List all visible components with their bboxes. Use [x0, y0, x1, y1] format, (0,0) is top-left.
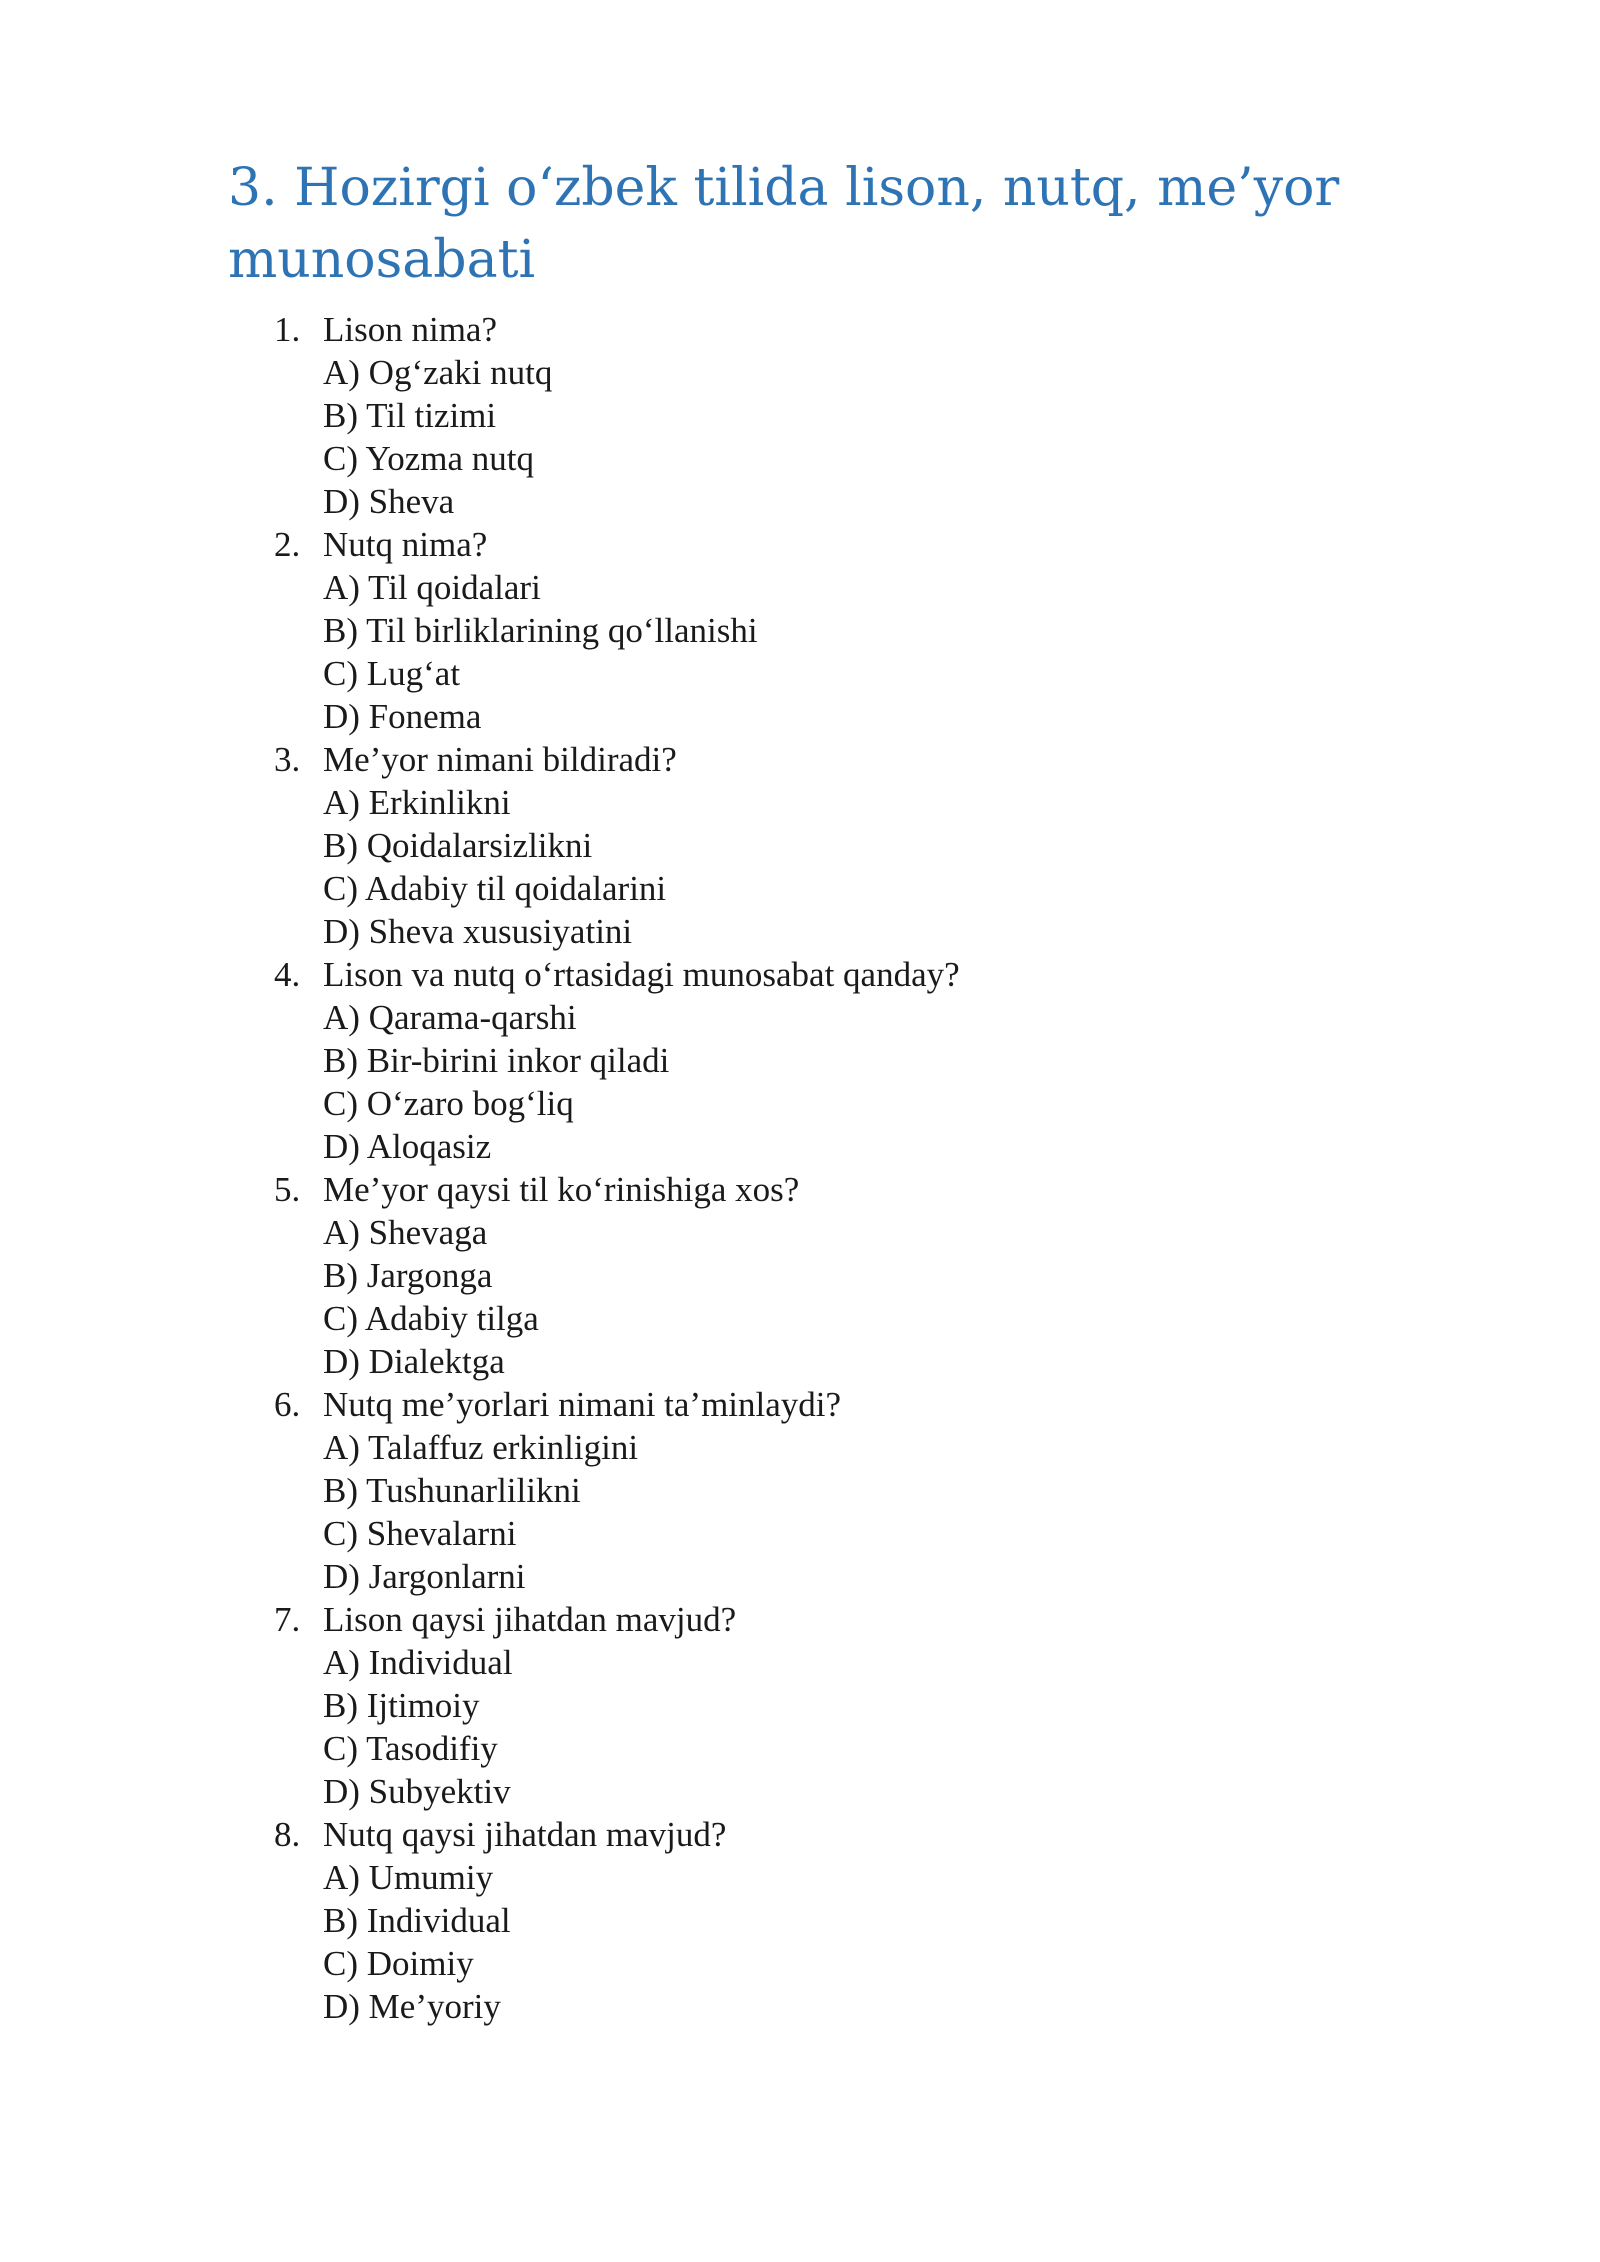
answer-option [0, 695, 1600, 738]
answer-option-text: D) Sheva xususiyatini [323, 912, 633, 951]
question-item [0, 738, 1600, 953]
answer-option-text: C) Lug‘at [323, 654, 461, 693]
answer-option-text: C) Adabiy til qoidalarini [323, 869, 667, 908]
question-number: 6. [274, 1385, 301, 1424]
question-item [0, 523, 1600, 738]
question-line [0, 1598, 1600, 1641]
question-number: 4. [274, 955, 301, 994]
answer-option [0, 1125, 1600, 1168]
question-item [0, 308, 1600, 523]
question-line [0, 1813, 1600, 1856]
answer-option-text: A) Erkinlikni [323, 783, 511, 822]
answer-option [0, 437, 1600, 480]
question-text: Lison nima? [323, 310, 497, 349]
answer-option-text: A) Talaffuz erkinligini [323, 1428, 639, 1467]
question-item [0, 1383, 1600, 1598]
question-number: 7. [274, 1600, 301, 1639]
answer-option-text: A) Individual [323, 1643, 513, 1682]
answer-option-text: C) Adabiy tilga [323, 1299, 539, 1338]
answer-option-text: C) O‘zaro bog‘liq [323, 1084, 574, 1123]
answer-option-text: C) Doimiy [323, 1944, 474, 1983]
answer-option-text: D) Sheva [323, 482, 455, 521]
answer-option-text: B) Ijtimoiy [323, 1686, 480, 1725]
answer-option-text: B) Jargonga [323, 1256, 493, 1295]
question-line [0, 1383, 1600, 1426]
answer-option [0, 351, 1600, 394]
answer-option-text: D) Aloqasiz [323, 1127, 492, 1166]
question-number: 3. [274, 740, 301, 779]
answer-option-text: A) Qarama-qarshi [323, 998, 577, 1037]
answer-option [0, 1211, 1600, 1254]
question-item [0, 1168, 1600, 1383]
answer-option [0, 1469, 1600, 1512]
question-line [0, 953, 1600, 996]
answer-option-text: C) Shevalarni [323, 1514, 517, 1553]
question-text: Nutq nima? [323, 525, 488, 564]
answer-option [0, 1297, 1600, 1340]
answer-option-text: C) Tasodifiy [323, 1729, 498, 1768]
answer-option [0, 1340, 1600, 1383]
page-title: 3. Hozirgi o‘zbek tilida lison, nutq, me’yor munosabati [228, 158, 1340, 290]
answer-option-text: D) Dialektga [323, 1342, 505, 1381]
answer-option-text: A) Til qoidalari [323, 568, 541, 607]
question-text: Nutq me’yorlari nimani ta’minlaydi? [323, 1385, 842, 1424]
question-number: 8. [274, 1815, 301, 1854]
answer-option-text: B) Individual [323, 1901, 511, 1940]
answer-option-text: A) Og‘zaki nutq [323, 353, 553, 392]
answer-option [0, 394, 1600, 437]
answer-option [0, 609, 1600, 652]
answer-option [0, 996, 1600, 1039]
question-number: 2. [274, 525, 301, 564]
answer-option [0, 1082, 1600, 1125]
answer-option-text: B) Til birliklarining qo‘llanishi [323, 611, 758, 650]
answer-option [0, 867, 1600, 910]
question-item [0, 1598, 1600, 1813]
question-text: Lison qaysi jihatdan mavjud? [323, 1600, 737, 1639]
question-text: Nutq qaysi jihatdan mavjud? [323, 1815, 727, 1854]
answer-option [0, 1039, 1600, 1082]
answer-option [0, 910, 1600, 953]
answer-option [0, 1985, 1600, 2028]
question-line [0, 738, 1600, 781]
question-list [0, 308, 1600, 2028]
answer-option [0, 1770, 1600, 1813]
answer-option [0, 1426, 1600, 1469]
answer-option [0, 1254, 1600, 1297]
question-number: 1. [274, 310, 301, 349]
question-item [0, 1813, 1600, 2028]
question-line [0, 1168, 1600, 1211]
answer-option-text: B) Bir-birini inkor qiladi [323, 1041, 670, 1080]
answer-option [0, 1555, 1600, 1598]
answer-option [0, 1641, 1600, 1684]
question-line [0, 523, 1600, 566]
answer-option [0, 480, 1600, 523]
answer-option-text: D) Fonema [323, 697, 482, 736]
answer-option [0, 1942, 1600, 1985]
answer-option-text: B) Til tizimi [323, 396, 497, 435]
question-number: 5. [274, 1170, 301, 1209]
answer-option-text: B) Qoidalarsizlikni [323, 826, 593, 865]
answer-option-text: D) Me’yoriy [323, 1987, 501, 2026]
question-text: Lison va nutq o‘rtasidagi munosabat qanday? [323, 955, 960, 994]
answer-option [0, 1512, 1600, 1555]
question-text: Me’yor nimani bildiradi? [323, 740, 677, 779]
answer-option [0, 652, 1600, 695]
question-text: Me’yor qaysi til ko‘rinishiga xos? [323, 1170, 800, 1209]
answer-option-text: A) Umumiy [323, 1858, 494, 1897]
question-line [0, 308, 1600, 351]
answer-option [0, 1684, 1600, 1727]
answer-option-text: D) Jargonlarni [323, 1557, 526, 1596]
answer-option [0, 566, 1600, 609]
answer-option [0, 1899, 1600, 1942]
answer-option-text: D) Subyektiv [323, 1772, 511, 1811]
question-item [0, 953, 1600, 1168]
answer-option [0, 824, 1600, 867]
answer-option-text: C) Yozma nutq [323, 439, 534, 478]
answer-option-text: B) Tushunarlilikni [323, 1471, 581, 1510]
answer-option-text: A) Shevaga [323, 1213, 488, 1252]
answer-option [0, 781, 1600, 824]
answer-option [0, 1727, 1600, 1770]
answer-option [0, 1856, 1600, 1899]
